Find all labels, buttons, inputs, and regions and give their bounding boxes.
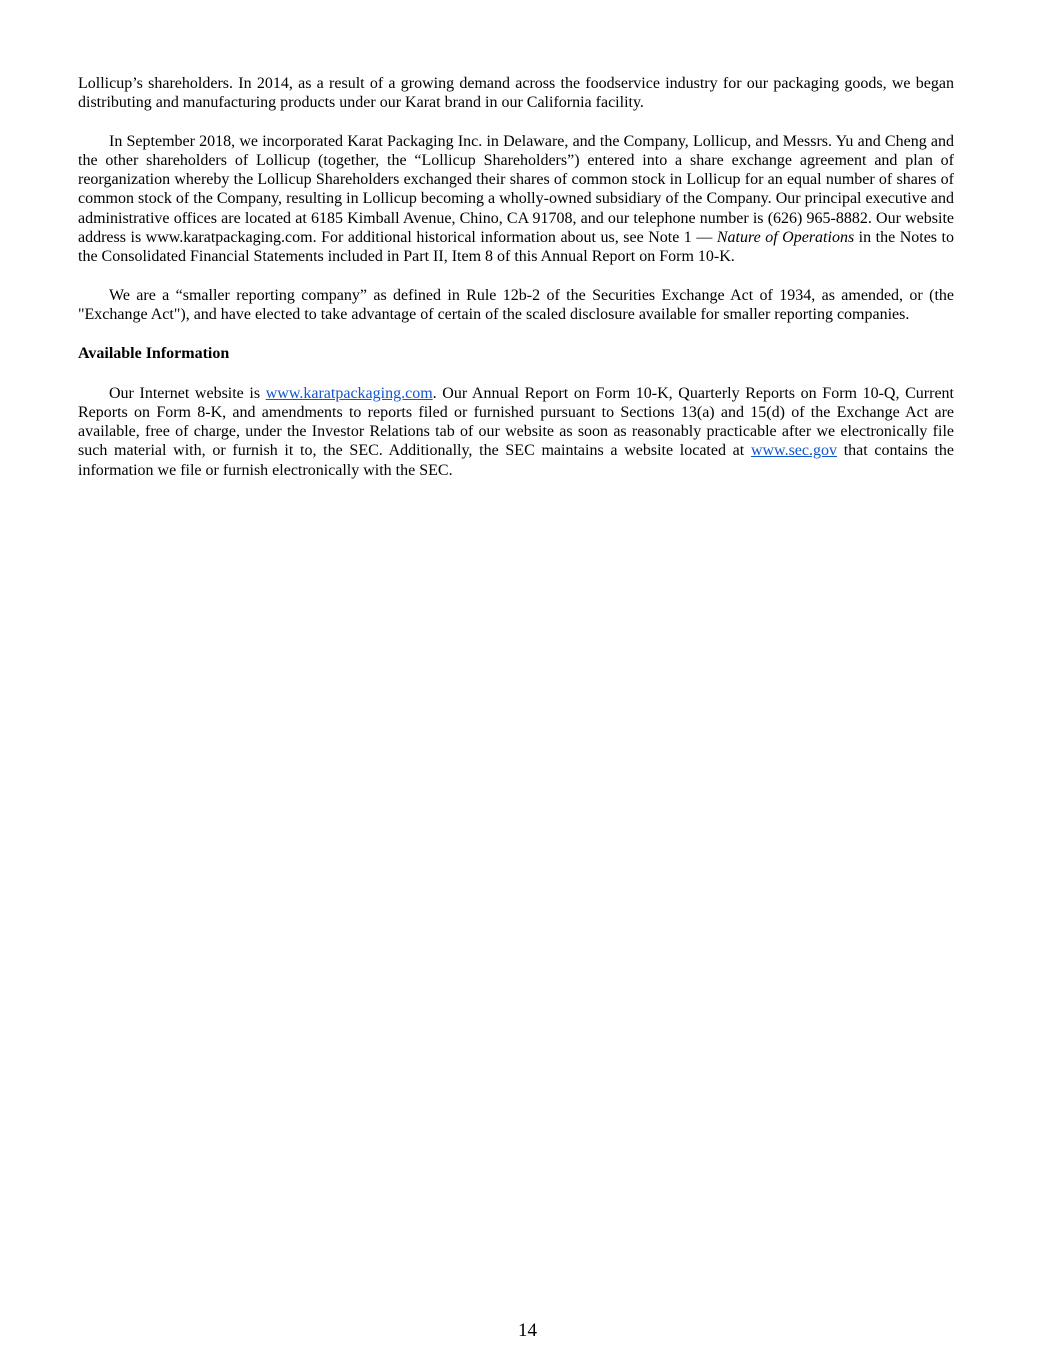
paragraph-lollicup-history xyxy=(78,74,954,113)
karat-website-link[interactable]: www.karatpackaging.com xyxy=(265,384,433,402)
paragraph-text: Our Internet website is xyxy=(109,384,266,402)
paragraph-text: in the Notes to the Consolidated Financial Statements included in Part II, Item 8 of this Annual Report on Form 10-K. xyxy=(78,229,954,266)
paragraph-smaller-reporting-company xyxy=(78,286,954,325)
paragraph-text: Lollicup’s shareholders. In 2014, as a result of a growing demand across the foodservice industry for our packaging goods, we began distributing and manufacturing products under our Karat brand in our California facility. xyxy=(78,75,954,112)
note-title-italic: Nature of Operations xyxy=(716,229,855,247)
paragraph-reorganization xyxy=(78,132,954,267)
page-number: 14 xyxy=(518,1320,537,1341)
paragraph-text: We are a “smaller reporting company” as defined in Rule 12b-2 of the Securities Exchange Act of 1934, as amended, or (the "Exchange Act"), and have elected to take advantage of certain of the scaled disclosure available for smaller reporting companies. xyxy=(78,286,954,323)
paragraph-available-information xyxy=(78,384,954,480)
page-body xyxy=(78,74,954,480)
section-heading-available-information: Available Information xyxy=(78,345,230,363)
paragraph-text: In September 2018, we incorporated Karat Packaging Inc. in Delaware, and the Company, Lollicup, and Messrs. Yu and Cheng and the other shareholders of Lollicup (together, the “Lollicup Shareholders”) entered into a share exchange agreement and plan of reorganization whereby the Lollicup Shareholders exchanged their shares of common stock in Lollicup for an equal number of shares of common stock of the Company, resulting in Lollicup becoming a wholly-owned subsidiary of the Company. Our principal executive and administrative offices are located at 6185 Kimball Avenue, Chino, CA 91708, and our telephone number is (626) 965-8882. Our website address is www.karatpackaging.com. For additional historical information about us, see Note 1 — xyxy=(78,132,954,247)
sec-website-link[interactable]: www.sec.gov xyxy=(750,442,837,460)
paragraph-text: . Our Annual Report on Form 10-K, Quarterly Reports on Form 10-Q, Current Reports on Form 8-K, and amendments to reports filed or furnished pursuant to Sections 13(a) and 15(d) of the Exchange Act are available, free of charge, under the Investor Relations tab of our website as soon as reasonably practicable after we electronically file such material with, or furnish it to, the SEC. Additionally, the SEC maintains a website located at xyxy=(78,384,954,460)
paragraph-text: that contains the information we file or furnish electronically with the SEC. xyxy=(78,442,954,479)
